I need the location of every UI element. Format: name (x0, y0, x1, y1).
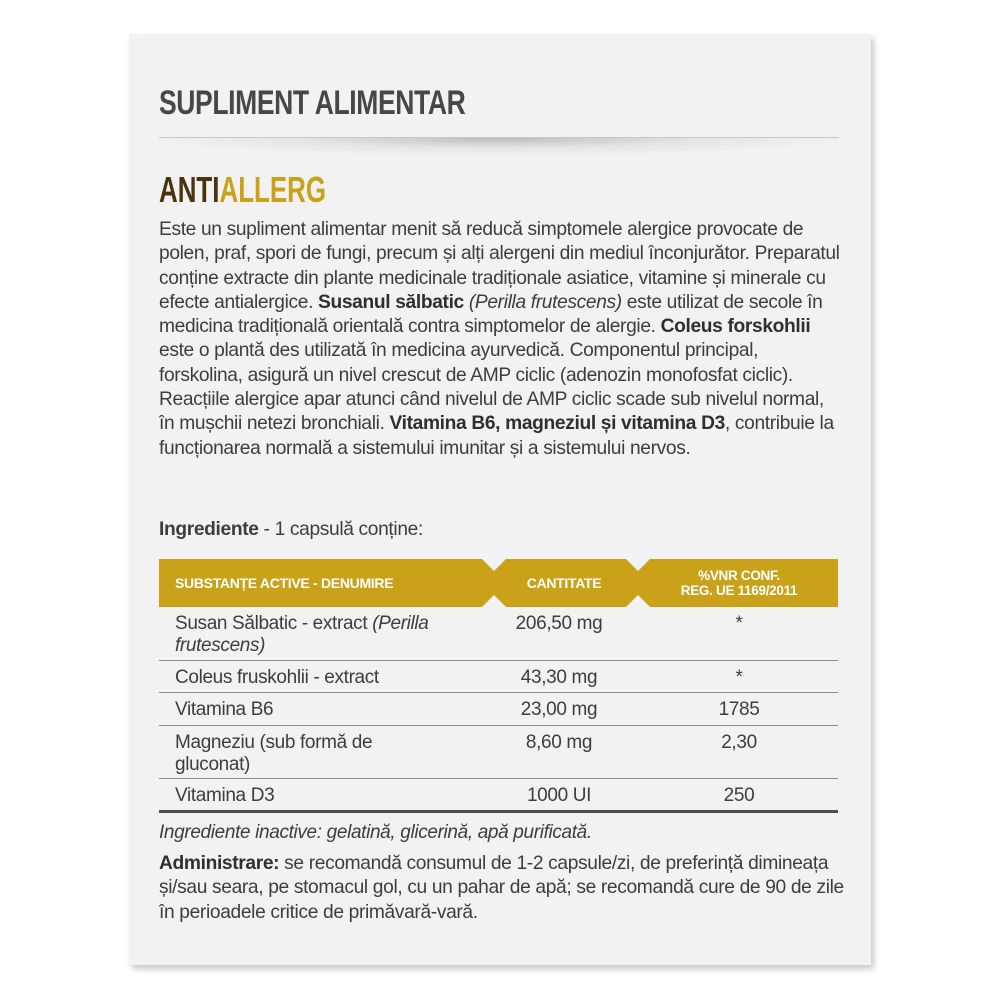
ingredient-name: Vitamina D3 (175, 785, 275, 806)
column-header-quantity: CANTITATE (526, 574, 602, 591)
ingredient-name: Coleus fruskohlii - extract (175, 667, 379, 688)
ingredients-intro (159, 519, 423, 541)
table-row (159, 661, 838, 693)
product-name (159, 169, 326, 211)
product-description (159, 218, 844, 461)
product-info-card (129, 34, 871, 965)
title-divider (159, 137, 839, 156)
ingredient-vnr: 2,30 (721, 732, 757, 753)
ingredient-name: Magneziu (sub formă de gluconat) (175, 732, 373, 775)
table-row (159, 726, 838, 779)
administration-text: se recomandă consumul de 1-2 capsule/zi, de preferință dimineața și/sau seara, pe stomacul gol, cu un pahar de apă; se recomandă cure de 90 de zile în perioadele critice de primăvară-vară. (159, 853, 844, 923)
ingredient-vnr: 1785 (718, 699, 760, 720)
desc-text-3: este o plantă des utilizată în medicina ayurvedică. Componentul principal, forskolina, asigură un nivel crescut de AMP ciclic (adenozin monofosfat ciclic). Reacțiile alergice apar atunci când nivelul de AMP ciclic scade sub nivelul normal, în mușchii netezi bronchiali. (159, 340, 824, 435)
ingredient-quantity: 43,30 mg (520, 667, 598, 688)
desc-text-1: Este un supliment alimentar menit să reducă simptomele alergice provocate de polen, praf, spori de fungi, precum și alți alergeni din mediul înconjurător. Preparatul conține extracte din plante medicinale tradiționale asiatice, vitamine și minerale cu efecte antialergice. (159, 219, 840, 313)
ingredients-label: Ingrediente (159, 519, 259, 540)
column-header-vnr-line2: REG. UE 1169/2011 (680, 583, 798, 598)
table-header (159, 559, 838, 607)
product-name-part2: ALLERG (219, 169, 327, 210)
desc-bold-susan: Susanul sălbatic (318, 291, 464, 313)
desc-bold-vitamins: Vitamina B6, magneziul și vitamina D3 (389, 413, 725, 435)
desc-text-2: este utilizat de secole în medicina tradițională orientală contra simptomelor de alergie. (159, 291, 823, 338)
table-row (159, 779, 838, 813)
ingredient-quantity: 206,50 mg (515, 613, 603, 634)
ingredient-name-latin: (Perilla frutescens) (175, 613, 429, 656)
column-header-vnr-line1: %VNR CONF. (698, 568, 780, 583)
column-header-name: SUBSTANȚE ACTIVE - DENUMIRE (175, 574, 394, 591)
ingredient-vnr: 250 (723, 785, 755, 806)
ingredient-vnr: * (735, 613, 743, 634)
product-name-part1: ANTI (159, 169, 220, 210)
table-row (159, 607, 838, 661)
ingredients-table (159, 559, 838, 813)
desc-text-4: , contribuie la funcționarea normală a sistemului imunitar și a sistemului nervos. (159, 413, 834, 459)
administration-label: Administrare: (159, 853, 280, 874)
desc-italic-perilla: (Perilla frutescens) (463, 291, 622, 313)
column-header-vnr (639, 559, 839, 607)
ingredients-label-rest: - 1 capsulă conține: (258, 519, 423, 540)
administration-instructions (159, 852, 844, 925)
inactive-ingredients: Ingrediente inactive: gelatină, glicerină, apă purificată. (159, 822, 592, 843)
desc-bold-coleus: Coleus forskohlii (660, 316, 811, 338)
ingredient-name: Vitamina B6 (175, 699, 274, 720)
section-title: SUPLIMENT ALIMENTAR (159, 84, 466, 122)
ingredient-quantity: 8,60 mg (525, 732, 593, 753)
ingredient-quantity: 1000 UI (526, 785, 592, 806)
ingredient-quantity: 23,00 mg (520, 699, 598, 720)
ingredient-vnr: * (735, 667, 743, 688)
ingredient-name (175, 613, 480, 657)
ingredient-name-text: Susan Sălbatic - extract (175, 613, 373, 634)
table-row (159, 693, 838, 726)
